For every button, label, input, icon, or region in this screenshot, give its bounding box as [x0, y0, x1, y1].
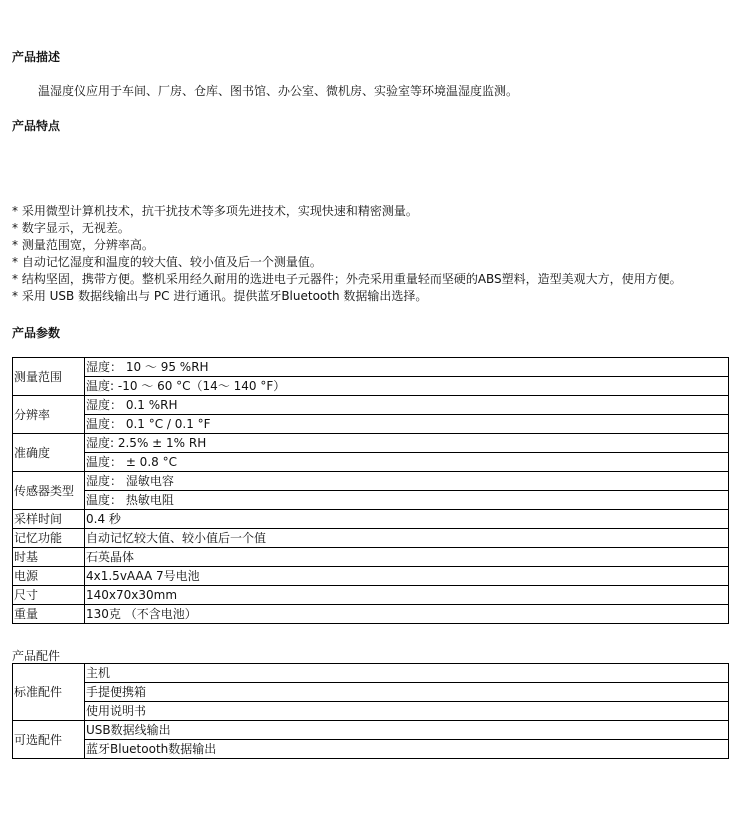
param-value: 140x70x30mm [85, 586, 729, 605]
param-value: 130克 （不含电池） [85, 605, 729, 624]
accessory-label: 标准配件 [13, 664, 85, 721]
param-label: 时基 [13, 548, 85, 567]
table-row [13, 396, 729, 415]
param-value: 温度： ± 0.8 °C [85, 453, 729, 472]
table-row [13, 664, 729, 683]
description-title: 产品描述 [12, 50, 61, 64]
feature-item: * 结构坚固，携带方便。整机采用经久耐用的选进电子元器件；外壳采用重量轻而坚硬的ABS塑料，造型美观大方，使用方便。 [12, 272, 682, 286]
accessories-table [12, 663, 729, 759]
table-row [13, 434, 729, 453]
param-label: 尺寸 [13, 586, 85, 605]
param-value: 4x1.5vAAA 7号电池 [85, 567, 729, 586]
param-label: 准确度 [13, 434, 85, 472]
params-table [12, 357, 729, 624]
param-label: 测量范围 [13, 358, 85, 396]
table-row [13, 377, 729, 396]
param-label: 记忆功能 [13, 529, 85, 548]
accessory-value: 主机 [85, 664, 729, 683]
param-label: 电源 [13, 567, 85, 586]
table-row [13, 567, 729, 586]
param-value: 湿度： 10 ～ 95 %RH [85, 358, 729, 377]
accessory-value: 蓝牙Bluetooth数据输出 [85, 740, 729, 759]
feature-item: * 采用微型计算机技术，抗干扰技术等多项先进技术，实现快速和精密测量。 [12, 204, 418, 218]
table-row [13, 529, 729, 548]
table-row [13, 510, 729, 529]
param-value: 石英晶体 [85, 548, 729, 567]
table-row [13, 702, 729, 721]
table-row [13, 740, 729, 759]
accessories-title: 产品配件 [12, 649, 61, 663]
param-value: 温度： 热敏电阻 [85, 491, 729, 510]
param-label: 传感器类型 [13, 472, 85, 510]
table-row [13, 605, 729, 624]
description-text: 温湿度仪应用于车间、厂房、仓库、图书馆、办公室、微机房、实验室等环境温湿度监测。 [38, 84, 519, 98]
param-label: 分辨率 [13, 396, 85, 434]
param-value: 湿度: 2.5% ± 1% RH [85, 434, 729, 453]
accessory-value: 使用说明书 [85, 702, 729, 721]
table-row [13, 491, 729, 510]
params-title: 产品参数 [12, 326, 61, 340]
param-value: 温度: -10 ～ 60 °C（14～ 140 °F） [85, 377, 729, 396]
param-label: 重量 [13, 605, 85, 624]
table-row [13, 358, 729, 377]
accessory-value: 手提便携箱 [85, 683, 729, 702]
features-title: 产品特点 [12, 119, 61, 133]
param-label: 采样时间 [13, 510, 85, 529]
table-row [13, 683, 729, 702]
table-row [13, 453, 729, 472]
param-value: 湿度： 0.1 %RH [85, 396, 729, 415]
param-value: 温度： 0.1 °C / 0.1 °F [85, 415, 729, 434]
accessory-label: 可选配件 [13, 721, 85, 759]
feature-item: * 采用 USB 数据线输出与 PC 进行通讯。提供蓝牙Bluetooth 数据输出选择。 [12, 289, 428, 303]
accessory-value: USB数据线输出 [85, 721, 729, 740]
table-row [13, 472, 729, 491]
param-value: 湿度： 湿敏电容 [85, 472, 729, 491]
param-value: 0.4 秒 [85, 510, 729, 529]
features-list [12, 203, 682, 305]
param-value: 自动记忆较大值、较小值后一个值 [85, 529, 729, 548]
feature-item: * 数字显示，无视差。 [12, 221, 130, 235]
table-row [13, 548, 729, 567]
table-row [13, 586, 729, 605]
table-row [13, 415, 729, 434]
table-row [13, 721, 729, 740]
feature-item: * 测量范围宽，分辨率高。 [12, 238, 154, 252]
feature-item: * 自动记忆湿度和温度的较大值、较小值及后一个测量值。 [12, 255, 322, 269]
